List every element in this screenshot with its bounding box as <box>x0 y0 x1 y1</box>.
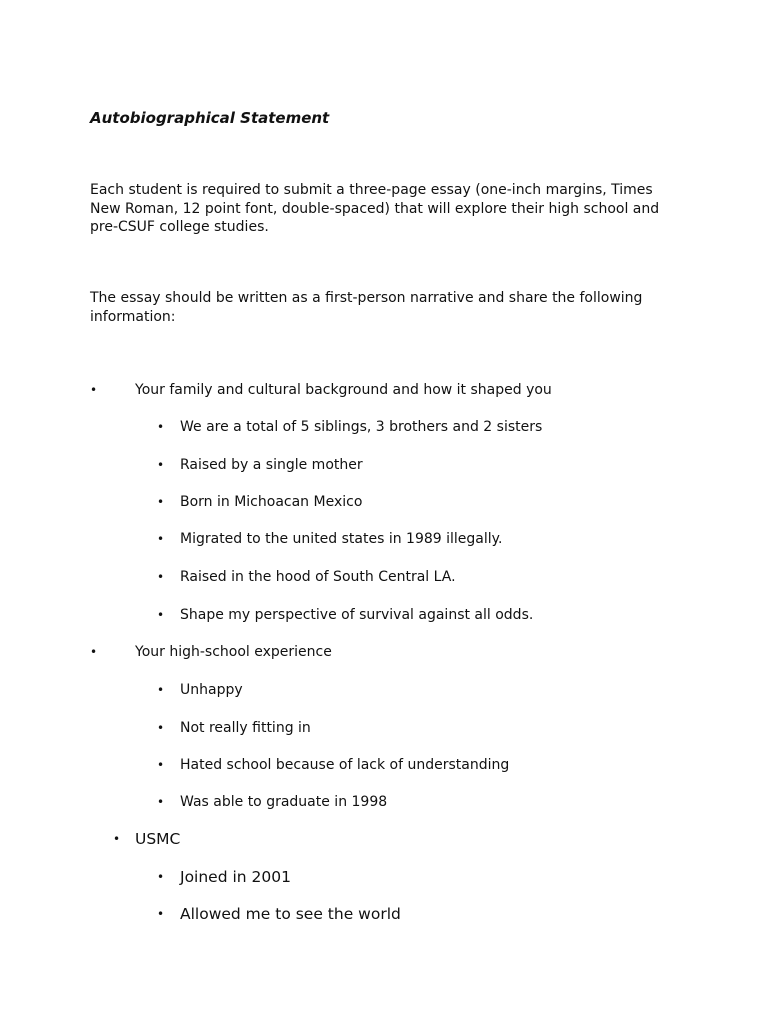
bullet-icon: • <box>90 383 98 397</box>
intro-paragraph: Each student is required to submit a three-page essay (one-inch margins, Times New Roman, 12 point font, double-spaced) that will explore their high school and pre-CSUF college studies. <box>90 182 660 235</box>
bullet-icon: • <box>157 420 165 434</box>
bullet-icon: • <box>90 645 98 659</box>
list-item-text: Unhappy <box>180 682 243 698</box>
bullet-icon: • <box>157 495 165 509</box>
bullet-icon: • <box>157 570 165 584</box>
instructions-paragraph: The essay should be written as a first-person narrative and share the following information: <box>90 290 643 325</box>
document-title: Autobiographical Statement <box>90 109 330 127</box>
list-item-text: Raised in the hood of South Central LA. <box>180 569 456 585</box>
bullet-icon: • <box>157 907 165 921</box>
bullet-icon: • <box>157 608 165 622</box>
bullet-icon: • <box>157 683 165 697</box>
list-item-text: Shape my perspective of survival against all odds. <box>180 607 534 623</box>
section-heading-text: USMC <box>135 830 181 848</box>
section-heading-text: Your family and cultural background and how it shaped you <box>135 382 552 398</box>
list-item-text: Raised by a single mother <box>180 457 363 473</box>
list-item-text: Allowed me to see the world <box>180 905 401 923</box>
list-item-text: Migrated to the united states in 1989 illegally. <box>180 531 503 547</box>
bullet-icon: • <box>157 758 165 772</box>
list-item-text: Was able to graduate in 1998 <box>180 794 388 810</box>
list-item-text: Not really fitting in <box>180 720 311 736</box>
list-item-text: We are a total of 5 siblings, 3 brothers and 2 sisters <box>180 419 543 435</box>
bullet-icon: • <box>157 458 165 472</box>
bullet-icon: • <box>157 721 165 735</box>
section-heading-text: Your high-school experience <box>135 644 332 660</box>
bullet-icon: • <box>157 795 165 809</box>
list-item-text: Born in Michoacan Mexico <box>180 494 363 510</box>
list-item-text: Hated school because of lack of understanding <box>180 757 510 773</box>
bullet-icon: • <box>157 870 165 884</box>
list-item-text: Joined in 2001 <box>180 868 291 886</box>
bullet-icon: • <box>113 832 121 846</box>
bullet-icon: • <box>157 532 165 546</box>
